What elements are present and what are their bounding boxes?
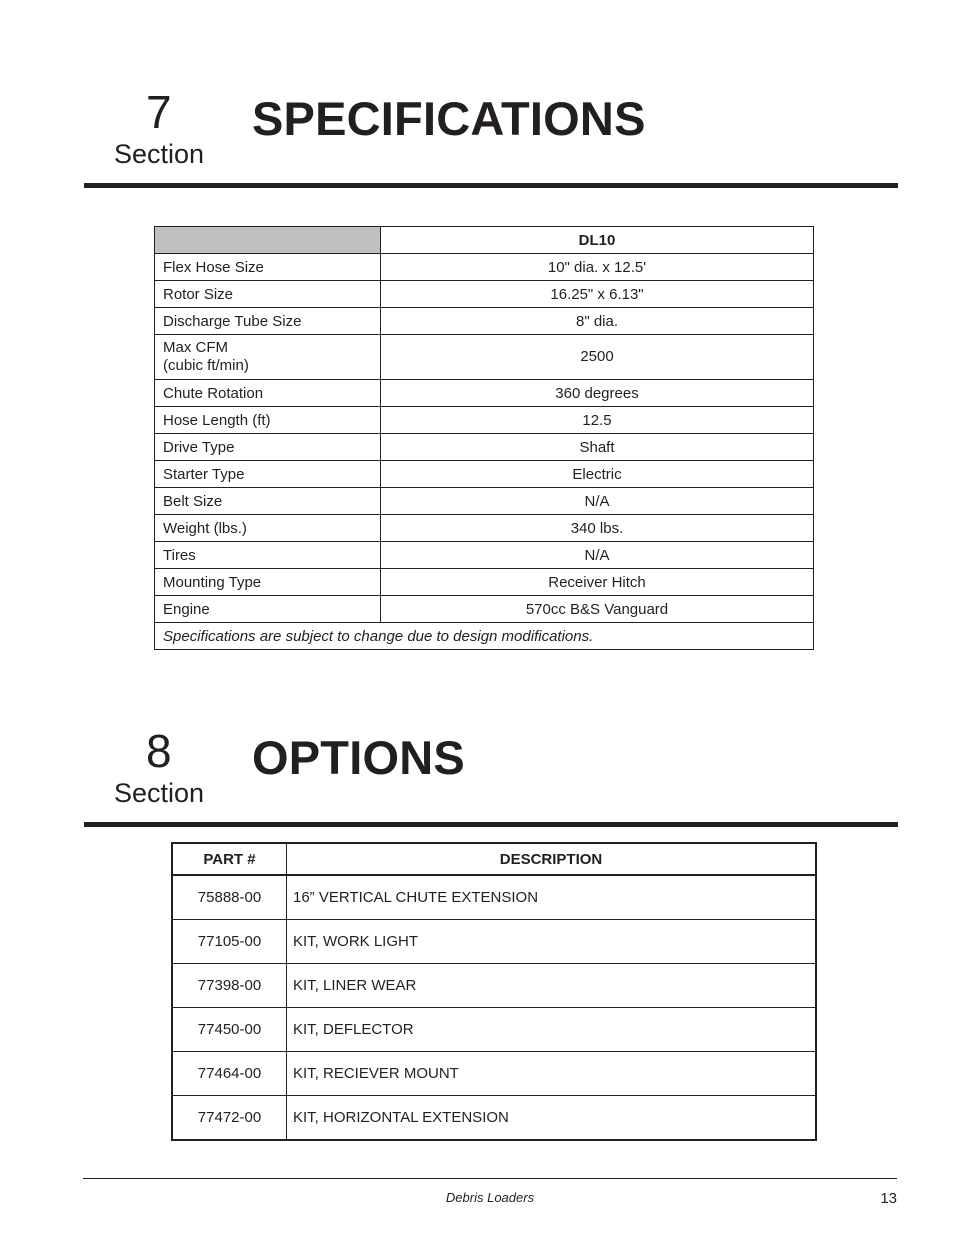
section-rule: [84, 822, 898, 827]
part-description: KIT, HORIZONTAL EXTENSION: [287, 1096, 817, 1141]
part-number: 77105-00: [172, 920, 287, 964]
spec-value: 16.25" x 6.13": [381, 281, 814, 308]
part-number: 77398-00: [172, 964, 287, 1008]
table-row: [155, 488, 814, 515]
part-description: KIT, DEFLECTOR: [287, 1008, 817, 1052]
spec-value: 340 lbs.: [381, 515, 814, 542]
spec-label: [155, 335, 381, 380]
spec-label-line: (cubic ft/min): [163, 357, 249, 374]
spec-value: Electric: [381, 461, 814, 488]
footer-rule: [83, 1178, 897, 1179]
spec-label: Drive Type: [155, 434, 381, 461]
spec-value: 12.5: [381, 407, 814, 434]
table-row: [155, 335, 814, 380]
table-row: [155, 281, 814, 308]
spec-value: 2500: [381, 335, 814, 380]
table-row: [172, 875, 816, 920]
model-header: DL10: [381, 227, 814, 254]
table-header-row: [172, 843, 816, 875]
part-description: KIT, LINER WEAR: [287, 964, 817, 1008]
options-table: [171, 842, 817, 1141]
spec-label: Hose Length (ft): [155, 407, 381, 434]
table-row: [155, 542, 814, 569]
specifications-table: [154, 226, 814, 650]
table-row: [172, 1008, 816, 1052]
spec-value: 8" dia.: [381, 308, 814, 335]
page-number: 13: [880, 1190, 897, 1207]
table-row: [155, 308, 814, 335]
spec-value: 570cc B&S Vanguard: [381, 596, 814, 623]
part-description: 16” VERTICAL CHUTE EXTENSION: [287, 875, 817, 920]
table-row: [155, 434, 814, 461]
table-row: [172, 920, 816, 964]
header-blank-cell: [155, 227, 381, 254]
section-title: OPTIONS: [252, 731, 465, 784]
section-rule: [84, 183, 898, 188]
part-number: 77464-00: [172, 1052, 287, 1096]
spec-value: 360 degrees: [381, 380, 814, 407]
table-row: [172, 964, 816, 1008]
part-description: KIT, WORK LIGHT: [287, 920, 817, 964]
part-number-header: PART #: [172, 843, 287, 875]
spec-label: Weight (lbs.): [155, 515, 381, 542]
table-row: [155, 254, 814, 281]
spec-value: 10" dia. x 12.5': [381, 254, 814, 281]
part-description: KIT, RECIEVER MOUNT: [287, 1052, 817, 1096]
table-row: [172, 1096, 816, 1141]
part-number: 75888-00: [172, 875, 287, 920]
description-header: DESCRIPTION: [287, 843, 817, 875]
spec-value: Receiver Hitch: [381, 569, 814, 596]
table-row: [155, 596, 814, 623]
spec-label: Chute Rotation: [155, 380, 381, 407]
spec-label: Belt Size: [155, 488, 381, 515]
spec-label: Discharge Tube Size: [155, 308, 381, 335]
table-row: [155, 461, 814, 488]
table-row: [155, 380, 814, 407]
section-number: 7: [146, 86, 172, 138]
section-number: 8: [146, 725, 172, 777]
table-row: [155, 515, 814, 542]
table-row: [155, 407, 814, 434]
table-note-row: [155, 623, 814, 650]
spec-label: Tires: [155, 542, 381, 569]
spec-note: Specifications are subject to change due to design modifications.: [155, 623, 814, 650]
table-header-row: [155, 227, 814, 254]
spec-label: Starter Type: [155, 461, 381, 488]
section-label: Section: [114, 139, 205, 169]
spec-value: Shaft: [381, 434, 814, 461]
part-number: 77472-00: [172, 1096, 287, 1141]
spec-label: Engine: [155, 596, 381, 623]
section-label: Section: [114, 778, 205, 808]
spec-value: N/A: [381, 488, 814, 515]
spec-label: Flex Hose Size: [155, 254, 381, 281]
footer-title: Debris Loaders: [445, 1190, 535, 1205]
part-number: 77450-00: [172, 1008, 287, 1052]
section-title: SPECIFICATIONS: [252, 92, 646, 145]
table-row: [155, 569, 814, 596]
spec-label: Rotor Size: [155, 281, 381, 308]
spec-value: N/A: [381, 542, 814, 569]
table-row: [172, 1052, 816, 1096]
spec-label-line: Max CFM: [163, 339, 228, 356]
spec-label: Mounting Type: [155, 569, 381, 596]
